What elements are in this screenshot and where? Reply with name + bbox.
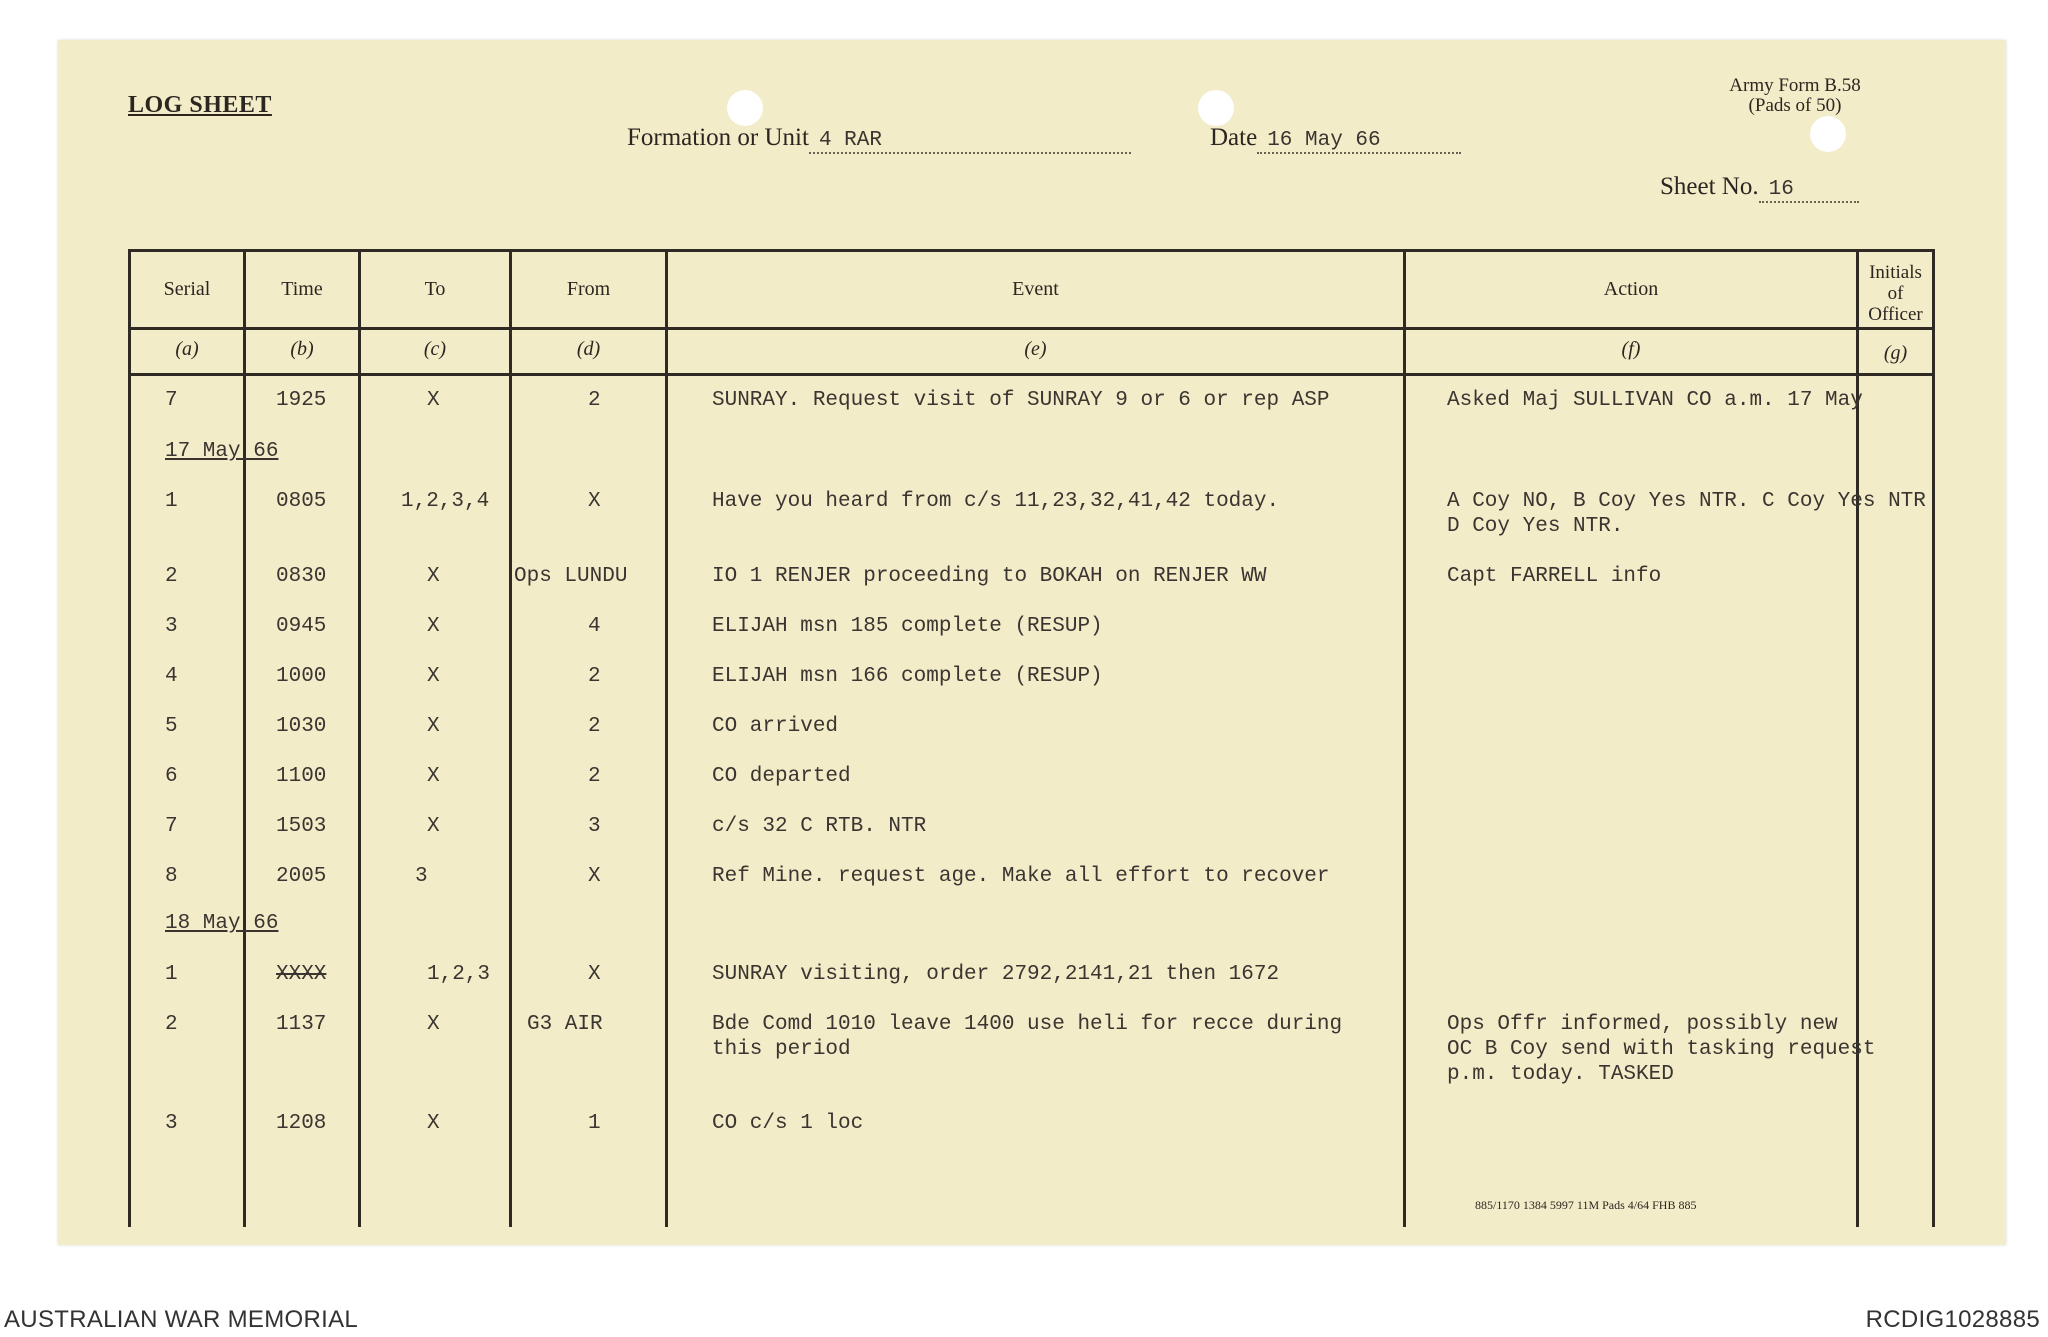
subheader-c: (c) (423, 338, 447, 360)
cell-action: Asked Maj SULLIVAN CO a.m. 17 May (1447, 389, 1863, 412)
punch-hole (1198, 90, 1234, 126)
table-column-line (358, 249, 361, 1227)
cell-serial: 3 (165, 615, 178, 638)
cell-event: CO arrived (712, 715, 839, 738)
cell-to: X (427, 1013, 440, 1036)
cell-from: 3 (588, 815, 601, 838)
cell-to: X (427, 1112, 440, 1135)
cell-from: G3 AIR (527, 1013, 603, 1036)
table-column-line (665, 249, 668, 1227)
cell-event: ELIJAH msn 185 complete (RESUP) (712, 615, 1103, 638)
cell-event: c/s 32 C RTB. NTR (712, 815, 927, 838)
header-to: To (424, 278, 446, 300)
unit-field (627, 124, 1131, 154)
cell-action-line2: OC B Coy send with tasking request (1447, 1038, 1876, 1061)
cell-to: X (427, 615, 440, 638)
table-top-border (128, 249, 1935, 252)
cell-to: X (427, 715, 440, 738)
footer-right-id: RCDIG1028885 (1865, 1306, 2040, 1333)
unit-value: 4 RAR (809, 129, 1131, 154)
header-from: From (566, 278, 611, 300)
table-subheader-divider (128, 373, 1935, 376)
header-serial: Serial (163, 278, 211, 300)
cell-time: 2005 (276, 865, 327, 888)
cell-serial: 1 (165, 963, 178, 986)
cell-event: ELIJAH msn 166 complete (RESUP) (712, 665, 1103, 688)
cell-to: 3 (415, 865, 428, 888)
table-column-line (1932, 249, 1935, 1227)
header-event: Event (1012, 278, 1059, 300)
cell-from: X (588, 490, 601, 513)
cell-from: Ops LUNDU (514, 565, 628, 588)
date-label: Date (1210, 124, 1258, 151)
header-initials-of-officer: Initials of Officer (1868, 262, 1923, 325)
cell-serial: 7 (165, 815, 178, 838)
cell-serial: 8 (165, 865, 178, 888)
cell-time: 1137 (276, 1013, 327, 1036)
cell-action: A Coy NO, B Coy Yes NTR. C Coy Yes NTR (1447, 490, 1926, 513)
cell-action-line2: D Coy Yes NTR. (1447, 515, 1624, 538)
cell-action: Capt FARRELL info (1447, 565, 1662, 588)
table-column-line (243, 249, 246, 1227)
cell-serial: 6 (165, 765, 178, 788)
cell-from: 2 (588, 765, 601, 788)
cell-event-line2: this period (712, 1038, 851, 1061)
cell-event: Ref Mine. request age. Make all effort to recover (712, 865, 1330, 888)
cell-serial: 3 (165, 1112, 178, 1135)
cell-event: CO departed (712, 765, 851, 788)
cell-to: 1,2,3,4 (401, 490, 490, 513)
cell-from: 1 (588, 1112, 601, 1135)
cell-time: 1503 (276, 815, 327, 838)
cell-serial: 2 (165, 565, 178, 588)
cell-from: X (588, 865, 601, 888)
table-header-divider (128, 327, 1935, 330)
punch-hole (727, 90, 763, 126)
cell-event: IO 1 RENJER proceeding to BOKAH on RENJER WW (712, 565, 1267, 588)
cell-time: 0805 (276, 490, 327, 513)
sheet-number-field (1660, 173, 1859, 203)
log-sheet-title: LOG SHEET (128, 92, 272, 118)
subheader-g: (g) (1883, 342, 1908, 364)
cell-time: 0830 (276, 565, 327, 588)
cell-serial: 1 (165, 490, 178, 513)
table-column-line (509, 249, 512, 1227)
cell-to: X (427, 389, 440, 412)
print-code: 885/1170 1384 5997 11M Pads 4/64 FHB 885 (1475, 1198, 1697, 1212)
army-form-code (1710, 76, 1880, 116)
army-form-code-line1: Army Form B.58 (1729, 75, 1861, 96)
subheader-a: (a) (175, 338, 199, 360)
table-column-line (1403, 249, 1406, 1227)
cell-time: 1000 (276, 665, 327, 688)
cell-serial: 4 (165, 665, 178, 688)
cell-serial: 2 (165, 1013, 178, 1036)
header-action: Action (1603, 278, 1659, 300)
cell-from: 4 (588, 615, 601, 638)
cell-time: 0945 (276, 615, 327, 638)
cell-from: 2 (588, 665, 601, 688)
cell-serial: 7 (165, 389, 178, 412)
log-sheet-paper (58, 40, 2006, 1245)
cell-serial: 5 (165, 715, 178, 738)
subheader-b: (b) (290, 338, 314, 360)
cell-event: CO c/s 1 loc (712, 1112, 864, 1135)
sheet-number-label: Sheet No. (1660, 173, 1759, 200)
cell-time: XXXX (276, 963, 327, 986)
table-column-line (128, 249, 131, 1227)
cell-from: X (588, 963, 601, 986)
date-divider: 17 May 66 (165, 440, 279, 463)
cell-to: X (427, 815, 440, 838)
cell-time: 1100 (276, 765, 327, 788)
cell-event: SUNRAY visiting, order 2792,2141,21 then 1672 (712, 963, 1280, 986)
cell-action: Ops Offr informed, possibly new (1447, 1013, 1838, 1036)
subheader-e: (e) (1024, 338, 1047, 360)
cell-to: X (427, 565, 440, 588)
punch-hole (1810, 116, 1846, 152)
cell-from: 2 (588, 715, 601, 738)
subheader-f: (f) (1621, 338, 1641, 360)
date-divider: 18 May 66 (165, 912, 279, 935)
footer-left-credit: AUSTRALIAN WAR MEMORIAL (4, 1306, 359, 1333)
sheet-number-value: 16 (1759, 178, 1859, 203)
cell-event: Bde Comd 1010 leave 1400 use heli for recce during (712, 1013, 1343, 1036)
header-time: Time (281, 278, 323, 300)
cell-to: X (427, 665, 440, 688)
unit-label: Formation or Unit (627, 124, 809, 151)
cell-action-line3: p.m. today. TASKED (1447, 1063, 1674, 1086)
cell-time: 1208 (276, 1112, 327, 1135)
cell-from: 2 (588, 389, 601, 412)
cell-time: 1925 (276, 389, 327, 412)
cell-event: Have you heard from c/s 11,23,32,41,42 today. (712, 490, 1280, 513)
date-value: 16 May 66 (1257, 129, 1461, 154)
subheader-d: (d) (576, 338, 601, 360)
cell-time: 1030 (276, 715, 327, 738)
cell-to: X (427, 765, 440, 788)
army-form-code-line2: (Pads of 50) (1748, 95, 1842, 116)
date-field (1210, 124, 1461, 154)
cell-to: 1,2,3 (427, 963, 491, 986)
cell-event: SUNRAY. Request visit of SUNRAY 9 or 6 or rep ASP (712, 389, 1330, 412)
